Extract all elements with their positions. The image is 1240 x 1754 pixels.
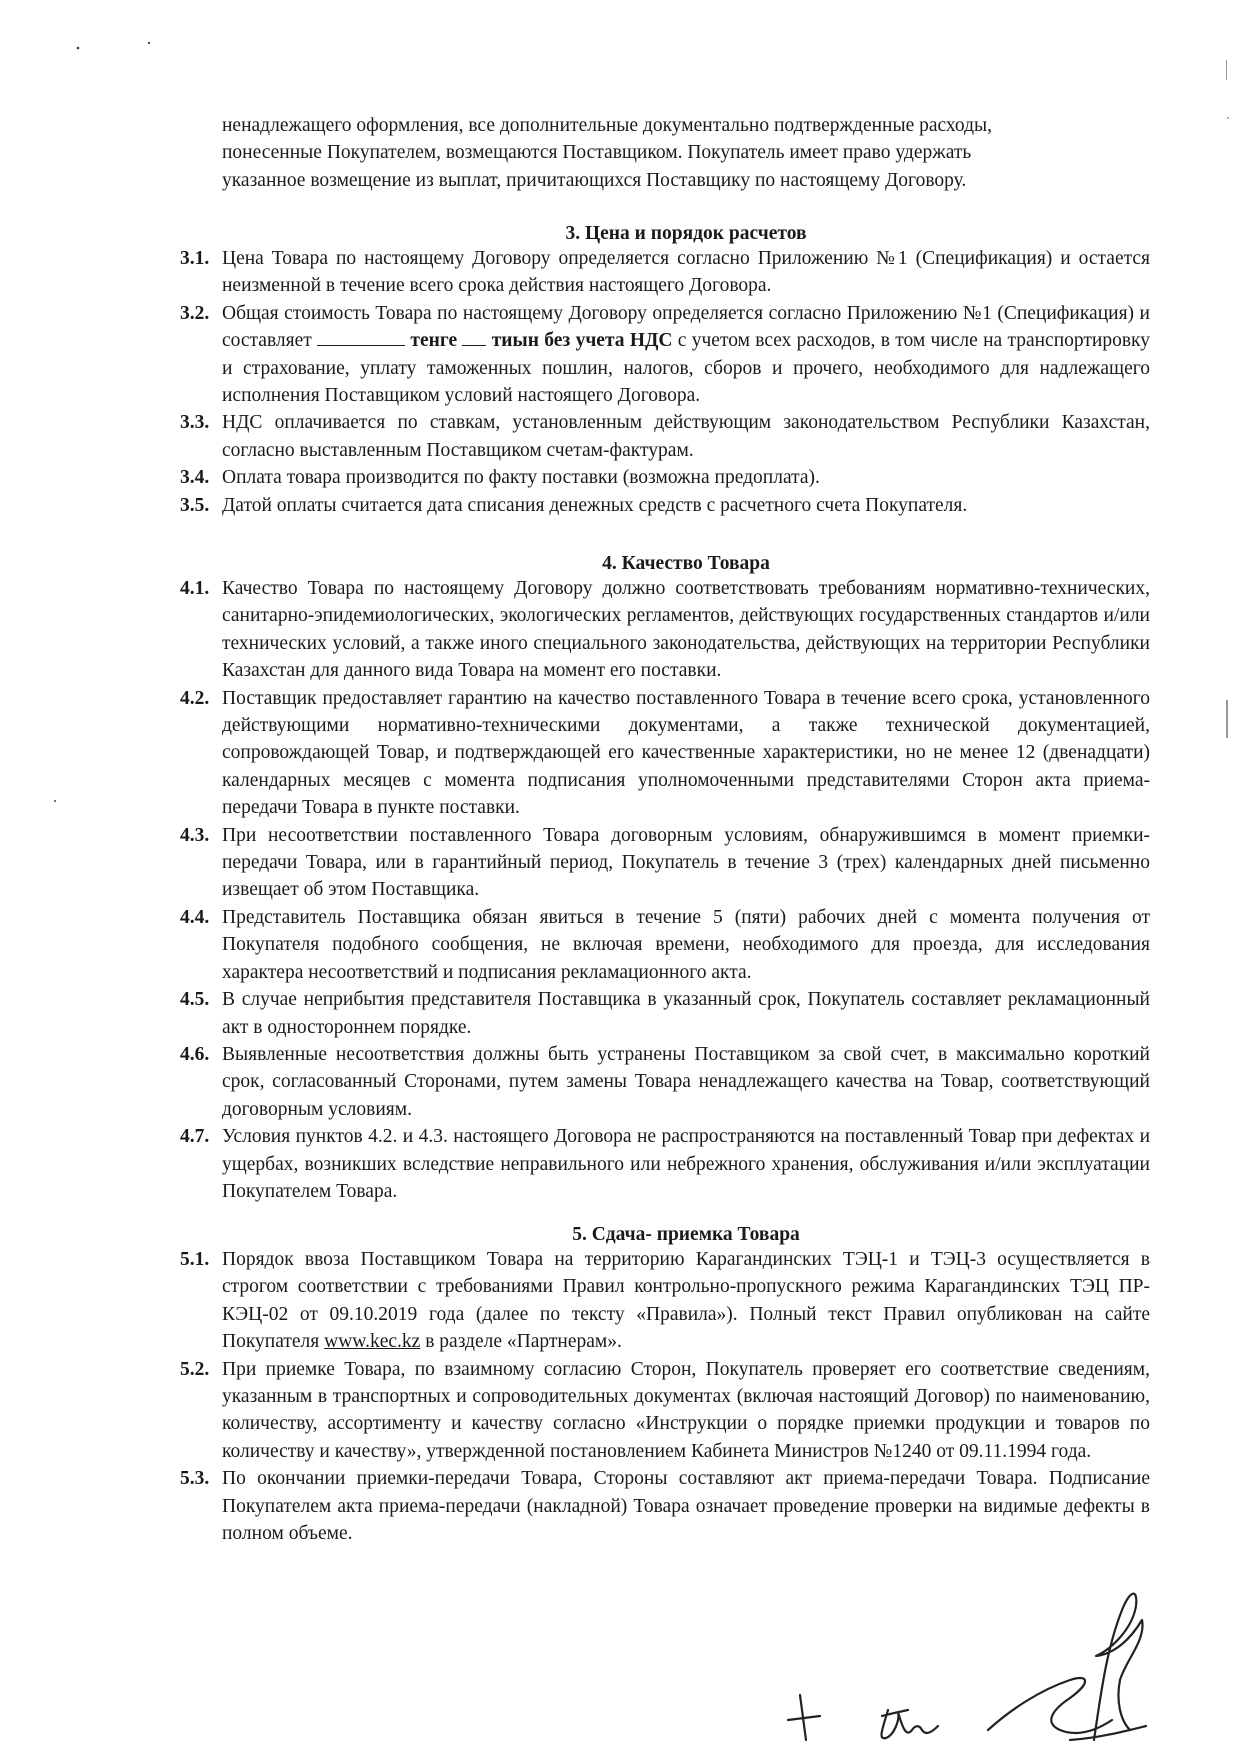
clause-5-2: [180, 1356, 1150, 1466]
clause-text: Оплата товара производится по факту поставки (возможна предоплата).: [222, 467, 820, 489]
section-5-title: 5. Сдача- приемка Товара: [572, 1224, 800, 1245]
clause-4-4: [180, 904, 1150, 986]
clause-text: Поставщик предоставляет гарантию на качество поставленного Товара в течение всего срока, установленного действующими нормативно-техническими документами, а также технической документацией, сопровождающей Товар, и подтверждающей его качественные характеристики, но не менее 12 (двенадцати) календарных месяцев с момента подписания уполномоченными представителями Сторон акта приема-передачи Товара в пункте поставки.: [222, 687, 1150, 819]
clause-text: Датой оплаты считается дата списания денежных средств с расчетного счета Покупателя.: [222, 494, 968, 516]
clause-text: Качество Товара по настоящему Договору должно соответствовать требованиям нормативно-технических, санитарно-эпидемиологических, экологических регламентов, действующих государственных стандартов и/или технических условий, а также иного специального законодательства, действующих на территории Республики Казахстан для данного вида Товара на момент его поставки.: [222, 578, 1150, 682]
clause-text: Порядок ввоза Поставщиком Товара на территорию Карагандинских ТЭЦ-1 и ТЭЦ-3 осуществляется в строгом соответствии с требованиями Правил контрольно-пропускного режима Карагандинских ТЭЦ ПР-КЭЦ-02 от 09.10.2019 года (далее по тексту «Правила»). Полный текст Правил опубликован на сайте Покупателя: [222, 1249, 1150, 1353]
section-4-title: 4. Качество Товара: [602, 553, 770, 574]
clause-number: 5.2.: [180, 1358, 210, 1380]
clause-number: 4.4.: [180, 906, 210, 928]
clause-text: По окончании приемки-передачи Товара, Стороны составляют акт приема-передачи Товара. Подписание Покупателем акта приема-передачи (накладной) Товара означает проведение проверки на видимые дефекты в полном объеме.: [222, 1468, 1150, 1545]
section-4-clauses: [180, 575, 1150, 1205]
clause-4-7: [180, 1123, 1150, 1205]
clause-3-3: [180, 409, 1150, 464]
clause-number: 4.3.: [180, 824, 210, 846]
section-3-clauses: [180, 245, 1150, 519]
clause-5-1: [180, 1246, 1150, 1356]
clause-text: При несоответствии поставленного Товара договорным условиям, обнаружившимся в момент приемки-передачи Товара, или в гарантийный период, Покупатель в течение 3 (трех) календарных дней письменно извещает об этом Поставщика.: [222, 824, 1150, 901]
clause-text: Выявленные несоответствия должны быть устранены Поставщиком за свой счет, в максимально короткий срок, согласованный Сторонами, путем замены Товара ненадлежащего качества на Товар, соответствующий договорным условиям.: [222, 1043, 1150, 1120]
clause-text: Условия пунктов 4.2. и 4.3. настоящего Договора не распространяются на поставленный Товар при дефектах и ущербах, возникших вследствие неправильного или небрежного хранения, обслуживания и/или эксплуатации Покупателем Товара.: [222, 1126, 1150, 1202]
clause-text: Общая стоимость Товара по настоящему Договору определяется согласно Приложению №1 (Спецификация) и составляет: [222, 302, 1150, 352]
clause-number: 4.7.: [180, 1126, 210, 1148]
signature-stroke: [988, 1678, 1112, 1733]
amount-blank: [462, 327, 486, 346]
clause-number: 5.3.: [180, 1468, 210, 1490]
vat-label: тиын без учета НДС: [491, 330, 673, 352]
clause-text: с учетом всех расходов, в том числе на транспортировку и страхование, уплату таможенных пошлин, налогов, сборов и прочего, необходимого для надлежащего исполнения Поставщиком условий настоящего Договора.: [222, 330, 1150, 407]
clause-number: 5.1.: [180, 1249, 210, 1270]
clause-number: 4.6.: [180, 1043, 210, 1065]
clause-4-5: [180, 986, 1150, 1041]
clause-3-1: [180, 245, 1150, 300]
intro-line: ненадлежащего оформления, все дополнительные документально подтвержденные расходы,: [222, 115, 992, 136]
section-5-clauses: [180, 1246, 1150, 1547]
clause-4-3: [180, 822, 1150, 904]
clause-3-5: [180, 492, 1150, 519]
intro-line: понесенные Покупателем, возмещаются Поставщиком. Покупатель имеет право удержать: [222, 142, 972, 164]
initial-mark-scribble: [882, 1710, 908, 1716]
clause-3-2: [180, 300, 1150, 410]
clause-5-3: [180, 1465, 1150, 1547]
clause-number: 3.2.: [180, 302, 210, 324]
scan-edge-mark: [1226, 60, 1227, 80]
clause-3-4: [180, 464, 1150, 491]
signature-stroke: [1094, 1594, 1143, 1740]
clause-text: Представитель Поставщика обязан явиться в течение 5 (пяти) рабочих дней с момента получения от Покупателя подобного сообщения, не включая времени, необходимого для проезда, для исследования характера несоответствий и подписания рекламационного акта.: [222, 906, 1150, 983]
clause-number: 3.1.: [180, 248, 210, 269]
clause-text: В случае неприбытия представителя Поставщика в указанный срок, Покупатель составляет рекламационный акт в одностороннем порядке.: [222, 989, 1150, 1038]
clause-text: НДС оплачивается по ставкам, установленным действующим законодательством Республики Казахстан, согласно выставленным Поставщиком счетам-фактурам.: [222, 412, 1150, 461]
clause-number: 4.5.: [180, 989, 210, 1011]
clause-4-2: [180, 685, 1150, 822]
amount-blank: [317, 327, 405, 346]
clause-text: в разделе «Партнерам».: [425, 1331, 622, 1353]
section-3-title: 3. Цена и порядок расчетов: [565, 223, 807, 244]
clause-4-6: [180, 1041, 1150, 1123]
scan-edge-mark: [1226, 700, 1228, 738]
handwritten-initials: [770, 1580, 1190, 1750]
intro-line: указанное возмещение из выплат, причитающихся Поставщику по настоящему Договору.: [222, 169, 967, 191]
currency-label: тенге: [410, 330, 458, 352]
website-link[interactable]: www.kec.kz: [324, 1331, 421, 1353]
clause-text: При приемке Товара, по взаимному согласию Сторон, Покупатель проверяет его соответствие сведениям, указанным в транспортных и сопроводительных документах (включая настоящий Договор) по наименованию, количеству, ассортименту и качеству согласно «Инструкции о порядке приемки продукции и товаров по количеству и качеству», утвержденной постановлением Кабинета Министров №1240 от 09.11.1994 года.: [222, 1358, 1150, 1462]
clause-number: 4.2.: [180, 687, 210, 709]
clause-4-1: [180, 575, 1150, 685]
clause-number: 3.3.: [180, 412, 210, 434]
intro-paragraph: [222, 112, 1150, 194]
clause-number: 3.5.: [180, 494, 210, 516]
clause-number: 3.4.: [180, 467, 210, 489]
clause-text: Цена Товара по настоящему Договору определяется согласно Приложению №1 (Спецификация) и остается неизменной в течение всего срока действия настоящего Договора.: [222, 248, 1150, 297]
clause-number: 4.1.: [180, 578, 210, 599]
